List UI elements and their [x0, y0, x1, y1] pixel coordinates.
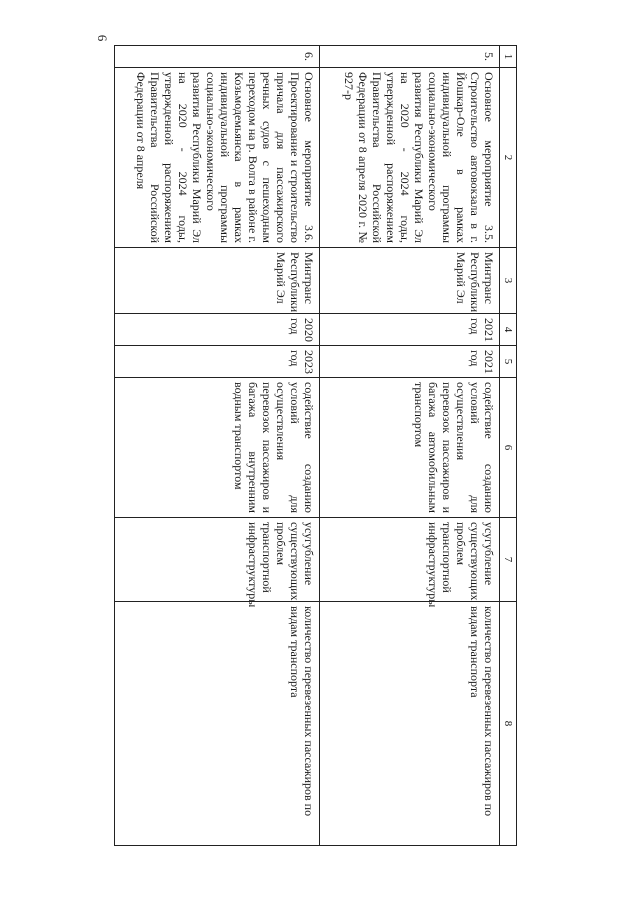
consequence-cell: усугубление существующих проблем транспортной инфраструктуры — [115, 518, 320, 602]
column-number: 5 — [500, 346, 517, 378]
indicator-cell: количество перевезенных пассажиров по видам транспорта — [320, 602, 500, 846]
activity-cell: Основное мероприятие 3.6. Проектирование и строительство причала для пассажирского речных судов с пешеходным переходом на р. Волга в районе г. Козьмодемьянска в рамках индивидуальной программы социально-экономического развития Республики Марий Эл на 2020 - 2024 годы, утвержденной распоряжением Правительства Российской Федерации от 8 апреля — [115, 68, 320, 248]
table-row — [320, 46, 500, 846]
column-number: 3 — [500, 248, 517, 314]
column-number-row — [500, 46, 517, 846]
page-number: 6 — [95, 34, 110, 42]
column-number: 2 — [500, 68, 517, 248]
table-row — [115, 46, 320, 846]
executor-cell: Минтранс Республики Марий Эл — [320, 248, 500, 314]
end-year-cell: 2021 год — [320, 346, 500, 378]
row-number: 5. — [320, 46, 500, 68]
column-number: 6 — [500, 378, 517, 518]
column-number: 1 — [500, 46, 517, 68]
result-cell: содействие созданию условий для осуществления перевозок пассажиров и багажа внутренним водным транспортом — [115, 378, 320, 518]
executor-cell: Минтранс Республики Марий Эл — [115, 248, 320, 314]
result-cell: содействие созданию условий для осуществления перевозок пассажиров и багажа автомобильным транспортом — [320, 378, 500, 518]
start-year-cell: 2021 год — [320, 314, 500, 346]
row-number: 6. — [115, 46, 320, 68]
rotated-document-table — [112, 45, 517, 845]
column-number: 4 — [500, 314, 517, 346]
activity-cell: Основное мероприятие 3.5. Строительство автовокзала в г. Йошкар-Оле в рамках индивидуальной программы социально-экономического развития Республики Марий Эл на 2020 - 2024 годы, утвержденной распоряжением Правительства Российской Федерации от 8 апреля 2020 г. № 927-р — [320, 68, 500, 248]
activities-table — [114, 45, 517, 846]
column-number: 8 — [500, 602, 517, 846]
end-year-cell: 2023 год — [115, 346, 320, 378]
consequence-cell: усугубление существующих проблем транспортной инфраструктуры — [320, 518, 500, 602]
column-number: 7 — [500, 518, 517, 602]
start-year-cell: 2020 год — [115, 314, 320, 346]
indicator-cell: количество перевезенных пассажиров по видам транспорта — [115, 602, 320, 846]
